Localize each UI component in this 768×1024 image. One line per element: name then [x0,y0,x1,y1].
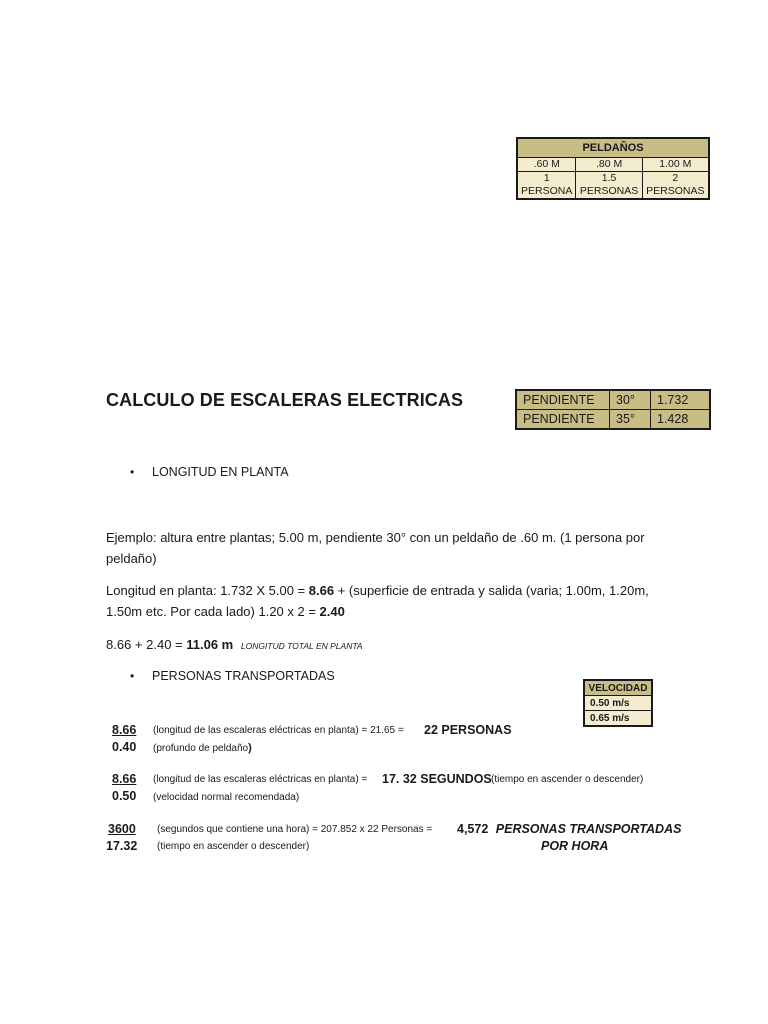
longitud-value: 8.66 [308,583,335,598]
calc2-numerator: 8.66 [112,772,137,786]
pendiente-angle: 35° [610,410,651,430]
total-note: LONGITUD TOTAL EN PLANTA [240,641,363,651]
bullet-text: LONGITUD EN PLANTA [152,465,289,479]
bullet-text: PERSONAS TRANSPORTADAS [152,669,335,683]
calc3-den-note: (tiempo en ascender o descender) [157,841,310,852]
calc3-denominator: 17.32 [106,839,138,853]
bullet-longitud [130,465,430,481]
page-title: CALCULO DE ESCALERAS ELECTRICAS [106,390,464,410]
velocidad-value: 0.50 m/s [584,696,652,711]
calc2-denominator: 0.50 [112,789,137,803]
pendiente-row [516,410,710,430]
calc3-result-line2: POR HORA [541,839,609,853]
pendiente-value: 1.732 [651,390,711,410]
velocidad-table [583,679,653,727]
peldano-capacity: 1 PERSONA [517,172,576,200]
peldano-size: .60 M [517,158,576,172]
peldano-capacity: 1.5 PERSONAS [576,172,642,200]
bullet-dot-icon: • [130,465,135,479]
bullet-dot-icon: • [130,669,135,683]
calc1-result: 22 PERSONAS [424,723,512,737]
peldano-size: 1.00 M [642,158,709,172]
velocidad-header: VELOCIDAD [584,680,652,696]
peldanos-header: PELDAÑOS [517,138,709,158]
calc1-numerator: 8.66 [112,723,137,737]
calc2-note: (longitud de las escaleras eléctricas en planta) = [153,774,368,785]
velocidad-value: 0.65 m/s [584,711,652,727]
total-value: 11.06 m [186,637,234,652]
peldano-size: .80 M [576,158,642,172]
pendiente-table [515,389,711,430]
total-line: 8.66 + 2.40 = 11.06 m LONGITUD TOTAL EN PLANTA [106,637,363,652]
peldanos-table [516,137,710,200]
calc1-den-note: (profundo de peldaño) [153,742,252,754]
entrada-salida-value: 2.40 [319,604,345,619]
calc2-den-note: (velocidad normal recomendada) [153,792,300,803]
calc3-result: 4,572 PERSONAS TRANSPORTADAS [457,822,682,836]
calc1-denominator: 0.40 [112,740,137,754]
peldano-capacity: 2 PERSONAS [642,172,709,200]
calc3-numerator: 3600 [108,822,136,836]
longitud-paragraph: Longitud en planta: 1.732 X 5.00 = 8.66 + (superficie de entrada y salida (varia; 1.00m, 1.20m, 1.50m etc. Por cada lado) 1.20 x 2 = 2.40 [106,583,649,619]
calc1-note: (longitud de las escaleras eléctricas en planta) = 21.65 = [153,725,404,736]
pendiente-angle: 30° [610,390,651,410]
pendiente-label: PENDIENTE [516,410,610,430]
calc3-note: (segundos que contiene una hora) = 207.852 x 22 Personas = [157,824,433,835]
bullet-personas [130,669,430,685]
pendiente-label: PENDIENTE [516,390,610,410]
example-paragraph: Ejemplo: altura entre plantas; 5.00 m, pendiente 30° con un peldaño de .60 m. (1 persona por peldaño) [106,530,645,566]
calc2-result: 17. 32 SEGUNDOS [382,772,492,786]
pendiente-row [516,390,710,410]
calc2-after-note: (tiempo en ascender o descender) [491,774,644,785]
pendiente-value: 1.428 [651,410,711,430]
